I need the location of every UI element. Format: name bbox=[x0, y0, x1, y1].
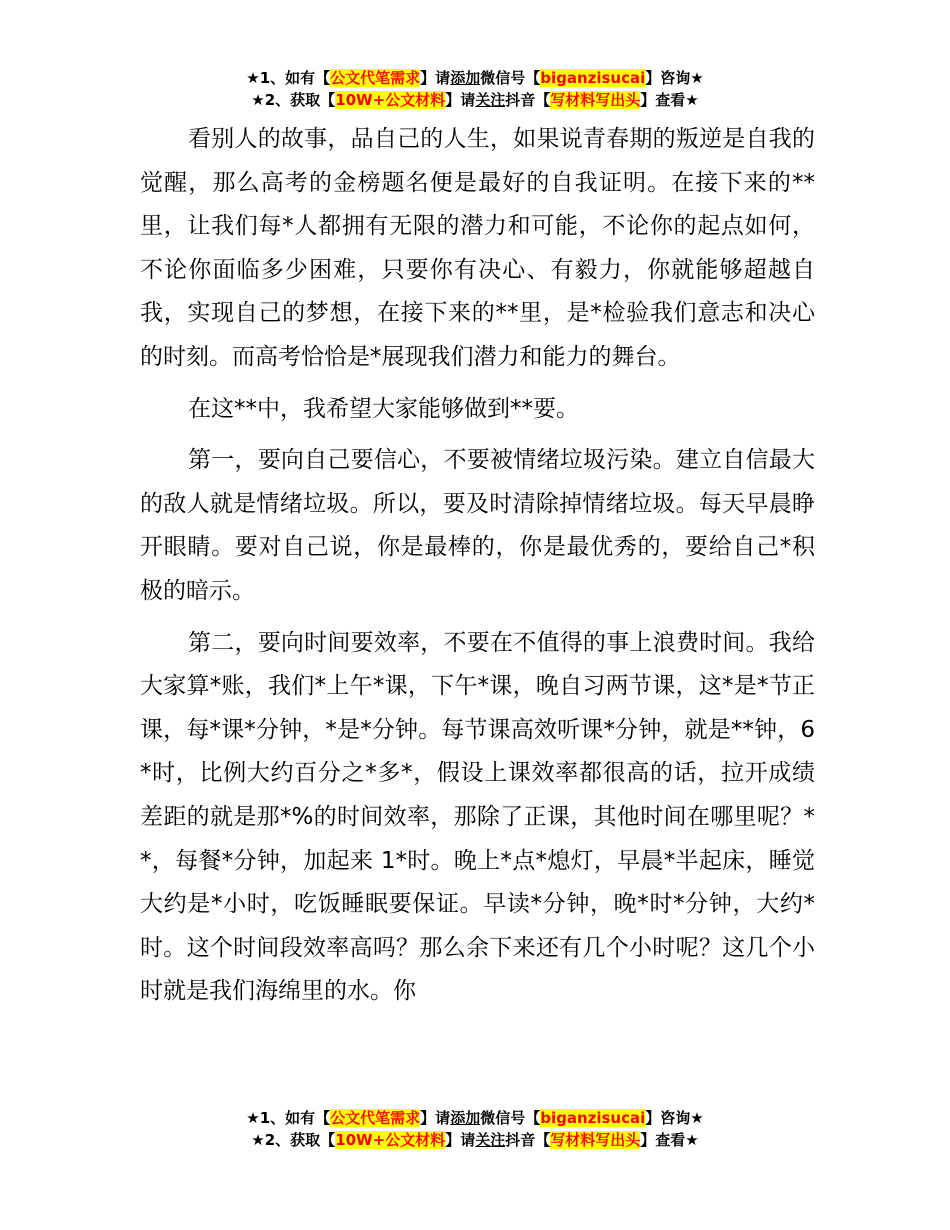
banner-line-1 bbox=[0, 1107, 950, 1129]
highlight-wechat-id: biganzisucai bbox=[540, 69, 646, 87]
underlined-text: 添加 bbox=[450, 69, 481, 87]
paragraph: 第一，要向自己要信心，不要被情绪垃圾污染。建立自信最大的敌人就是情绪垃圾。所以，要及时清除掉情绪垃圾。每天早晨睁开眼睛。要对自己说，你是最棒的，你是最优秀的，要给自己*积极的暗示。 bbox=[140, 447, 815, 604]
banner-text: ★2、获取【 bbox=[251, 91, 336, 109]
banner-text: 】请 bbox=[445, 91, 476, 109]
banner-text: ★2、获取【 bbox=[251, 1131, 336, 1149]
banner-line-1 bbox=[0, 67, 950, 89]
footer-banner bbox=[0, 1107, 950, 1151]
banner-text: 】查看★ bbox=[640, 1131, 699, 1149]
highlight-service: 公文代笔需求 bbox=[330, 69, 421, 87]
banner-text: 】查看★ bbox=[640, 91, 699, 109]
banner-text: 抖音【 bbox=[505, 91, 551, 109]
banner-text: 】请 bbox=[420, 1109, 451, 1127]
highlight-douyin-account: 写材料写出头 bbox=[550, 1131, 641, 1149]
header-banner bbox=[0, 67, 950, 111]
underlined-text: 关注 bbox=[475, 1131, 506, 1149]
paragraph: 第二，要向时间要效率，不要在不值得的事上浪费时间。我给大家算*账，我们*上午*课，下午*课，晚自习两节课，这*是*节正课，每*课*分钟，*是*分钟。每节课高效听课*分钟，就是**钟，6*时，比例大约百分之*多*，假设上课效率都很高的话，拉开成绩差距的就是那*%的时间效率，那除了正课，其他时间在哪里呢？**，每餐*分钟，加起来 1*时。晚上*点*熄灯，早晨*半起床，睡觉大约是*小时，吃饭睡眠要保证。早读*分钟，晚*时*分钟，大约*时。这个时间段效率高吗？那么余下来还有几个小时呢？这几个小时就是我们海绵里的水。你 bbox=[140, 629, 815, 1005]
highlight-douyin-account: 写材料写出头 bbox=[550, 91, 641, 109]
highlight-wechat-id: biganzisucai bbox=[540, 1109, 646, 1127]
banner-line-2 bbox=[0, 89, 950, 111]
underlined-text: 添加 bbox=[450, 1109, 481, 1127]
banner-text: ★1、如有【 bbox=[246, 1109, 331, 1127]
banner-text: 】请 bbox=[445, 1131, 476, 1149]
underlined-text: 关注 bbox=[475, 91, 506, 109]
banner-line-2 bbox=[0, 1129, 950, 1151]
highlight-service: 公文代笔需求 bbox=[330, 1109, 421, 1127]
highlight-materials: 10W+公文材料 bbox=[335, 91, 446, 109]
banner-text: 】咨询★ bbox=[645, 1109, 704, 1127]
highlight-materials: 10W+公文材料 bbox=[335, 1131, 446, 1149]
banner-text: ★1、如有【 bbox=[246, 69, 331, 87]
banner-text: 】咨询★ bbox=[645, 69, 704, 87]
banner-text: 抖音【 bbox=[505, 1131, 551, 1149]
paragraph: 在这**中，我希望大家能够做到**要。 bbox=[188, 395, 579, 422]
banner-text: 】请 bbox=[420, 69, 451, 87]
banner-text: 微信号【 bbox=[480, 69, 541, 87]
paragraph: 看别人的故事，品自己的人生，如果说青春期的叛逆是自我的觉醒，那么高考的金榜题名便是最好的自我证明。在接下来的**里，让我们每*人都拥有无限的潜力和可能，不论你的起点如何，不论你面临多少困难，只要你有决心、有毅力，你就能够超越自我，实现自己的梦想，在接下来的**里，是*检验我们意志和决心的时刻。而高考恰恰是*展现我们潜力和能力的舞台。 bbox=[140, 126, 815, 370]
document-body bbox=[140, 118, 815, 1022]
banner-text: 微信号【 bbox=[480, 1109, 541, 1127]
